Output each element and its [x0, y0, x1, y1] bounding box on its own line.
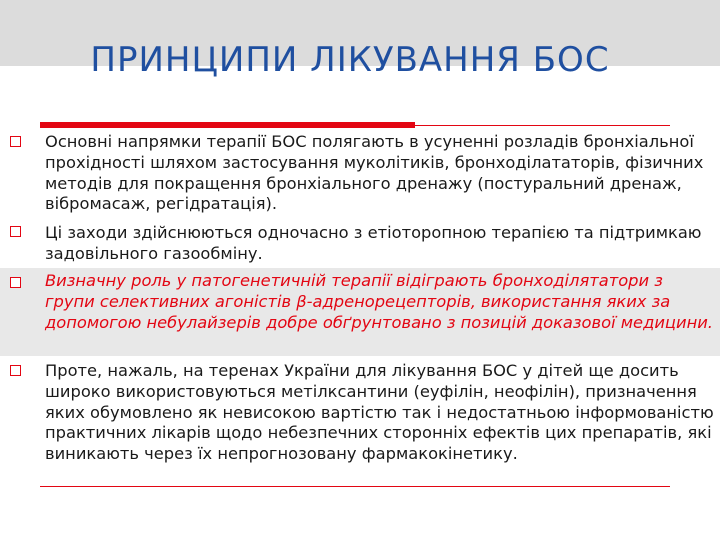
checkbox-bullet-icon	[10, 277, 21, 288]
bullet-item: Основні напрямки терапії БОС полягають в усуненні розладів бронхіальної прохідності шляхом застосування муколітиків, бронходілататорів, фізичних методів для покращення бронхіального дренажу (постуральний дренаж, вібромасаж, регідратація).	[45, 132, 704, 214]
bullet-item-highlighted: Визначну роль у патогенетичній терапії відіграють бронходілятатори з групи селективних агоністів β-адренорецепторів, використання яких за допомогою небулайзерів добре обґрунтовано з позицій доказової медицини.	[45, 271, 713, 332]
bullet-item: Ці заходи здійснюються одночасно з етіоторопною терапією та підтримкаю задовільного газообміну.	[45, 223, 702, 263]
bottom-divider-line	[40, 486, 670, 487]
checkbox-bullet-icon	[10, 365, 21, 376]
checkbox-bullet-icon	[10, 226, 21, 237]
slide-title: ПРИНЦИПИ ЛІКУВАННЯ БОС	[90, 40, 610, 80]
bullet-item: Проте, нажаль, на теренах України для лікування БОС у дітей ще досить широко використовуються метілксантини (еуфілін, неофілін), призначення яких обумовлено як невисокою вартістю так і недостатньою інформованістю практичних лікарів щодо небезпечних сторонніх ефектів цих препаратів, які виникають через їх непрогнозовану фармакокінетику.	[45, 361, 714, 464]
checkbox-bullet-icon	[10, 136, 21, 147]
